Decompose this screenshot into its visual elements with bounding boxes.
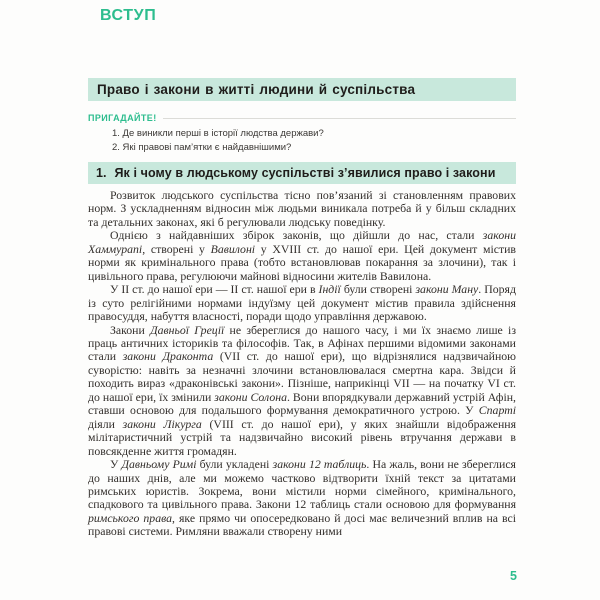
- text-segment-italic: Спарті: [478, 403, 516, 418]
- body-text: [88, 189, 516, 539]
- body-paragraph: [88, 324, 516, 459]
- text-segment: Розвиток людського суспільства тісно пов’язаний зі становленням правових норм. З ускладненням відносин між людьми виникала потреба й у більш складних та детальних законах, які б регулювали людську поведінку.: [88, 188, 516, 229]
- text-segment: . Вони впорядкували державний устрій Афін, ставши основою для подальшого формування демократичного устрою. У: [88, 389, 516, 418]
- section-title: Як і чому в людському суспільстві з’явилися право і закони: [114, 166, 496, 180]
- recall-question: 1. Де виникли перші в історії людства держави?: [112, 128, 324, 139]
- body-paragraph: [88, 189, 516, 229]
- recall-divider-line: [163, 118, 516, 119]
- recall-question: 2. Які правові пам’ятки є найдавнішими?: [112, 141, 292, 153]
- recall-header-row: [88, 113, 516, 123]
- text-segment: . Поряд із суто релігійними нормами індуїзму цей документ містив правила здійснення правосуддя, набуття власності, поради щодо управління державою.: [88, 282, 516, 324]
- text-segment-italic: Вавилоні: [210, 241, 256, 256]
- text-segment: У II ст. до нашої ери — II ст. нашої ери в: [110, 282, 319, 297]
- text-segment-italic: Давньої Греції: [150, 322, 225, 337]
- chapter-label: ВСТУП: [100, 7, 157, 24]
- lesson-title: Право і закони в житті людини й суспільства: [97, 82, 416, 97]
- text-segment-italic: закони Хаммурапі: [88, 228, 516, 256]
- text-segment: , створені у: [142, 241, 211, 256]
- text-segment-italic: закони 12 таблиць: [272, 457, 367, 472]
- text-segment-italic: Давньому Римі: [121, 457, 197, 472]
- recall-block: [88, 113, 516, 154]
- text-segment: (VIII ст. до нашої ери), у яких знайшли відображення мілітаристичний устрій та надзвичайно високий рівень втручання держави в повсякденне життя громадян.: [88, 416, 517, 458]
- text-segment-italic: закони Ману: [415, 282, 479, 297]
- section-number: 1.: [96, 166, 107, 180]
- text-segment-italic: Індії: [318, 282, 341, 297]
- recall-heading: ПРИГАДАЙТЕ!: [88, 113, 157, 123]
- text-segment: , яке прямо чи опосередковано й досі має величезний вплив на всі правові системи. Римляни вважали створену ними: [88, 510, 517, 539]
- section-heading-bar: [88, 162, 516, 184]
- text-segment: Закони: [110, 322, 151, 337]
- text-segment: . На жаль, вони не збереглися до наших днів, але ми можемо частково відтворити їхній текст за цитатами римських юристів. Зокрема, вони містили норми сімейного, кримінального, спадкового та цивільного права. Закони 12 таблиць стали основою для формування: [88, 457, 516, 512]
- body-paragraph: [88, 458, 516, 539]
- recall-question-list: [112, 127, 516, 154]
- text-segment: У: [110, 457, 122, 472]
- text-segment: були створені: [340, 282, 416, 297]
- body-paragraph: [88, 229, 516, 283]
- text-segment: були укладені: [196, 457, 273, 472]
- text-segment: Однією з найдавніших збірок законів, що дійшли до нас, стали: [110, 228, 483, 243]
- body-paragraph: [88, 283, 516, 323]
- lesson-title-bar: [88, 78, 516, 101]
- text-segment: не збереглися до нашого часу, і ми їх знаємо лише із праць античних істориків та філософів. Так, в Афінах першими відомими законами стали: [88, 322, 516, 364]
- text-segment-italic: закони Драконта: [122, 349, 214, 364]
- page-number: 5: [510, 569, 517, 583]
- text-segment: діяли: [88, 416, 123, 431]
- text-segment: у XVIII ст. до нашої ери. Цей документ містив норми як кримінального права (тобто встановлював покарання за злочини), так і цивільного права, регулюючи майнові відносини жителів Вавилона.: [88, 241, 517, 283]
- text-segment-italic: закони Лікурга: [122, 416, 202, 431]
- text-segment-italic: закони Солона: [214, 389, 287, 404]
- text-segment-italic: римського права: [88, 510, 173, 525]
- text-segment: (VII ст. до нашої ери), що відрізнялися надзвичайною суворістю: навіть за незначні злочини встановлювалася смертна кара. Звідси й походить вираз «драконівські закони». Пізніше, наприкінці VII — на початку VI ст. до нашої ери, їх змінили: [88, 349, 516, 404]
